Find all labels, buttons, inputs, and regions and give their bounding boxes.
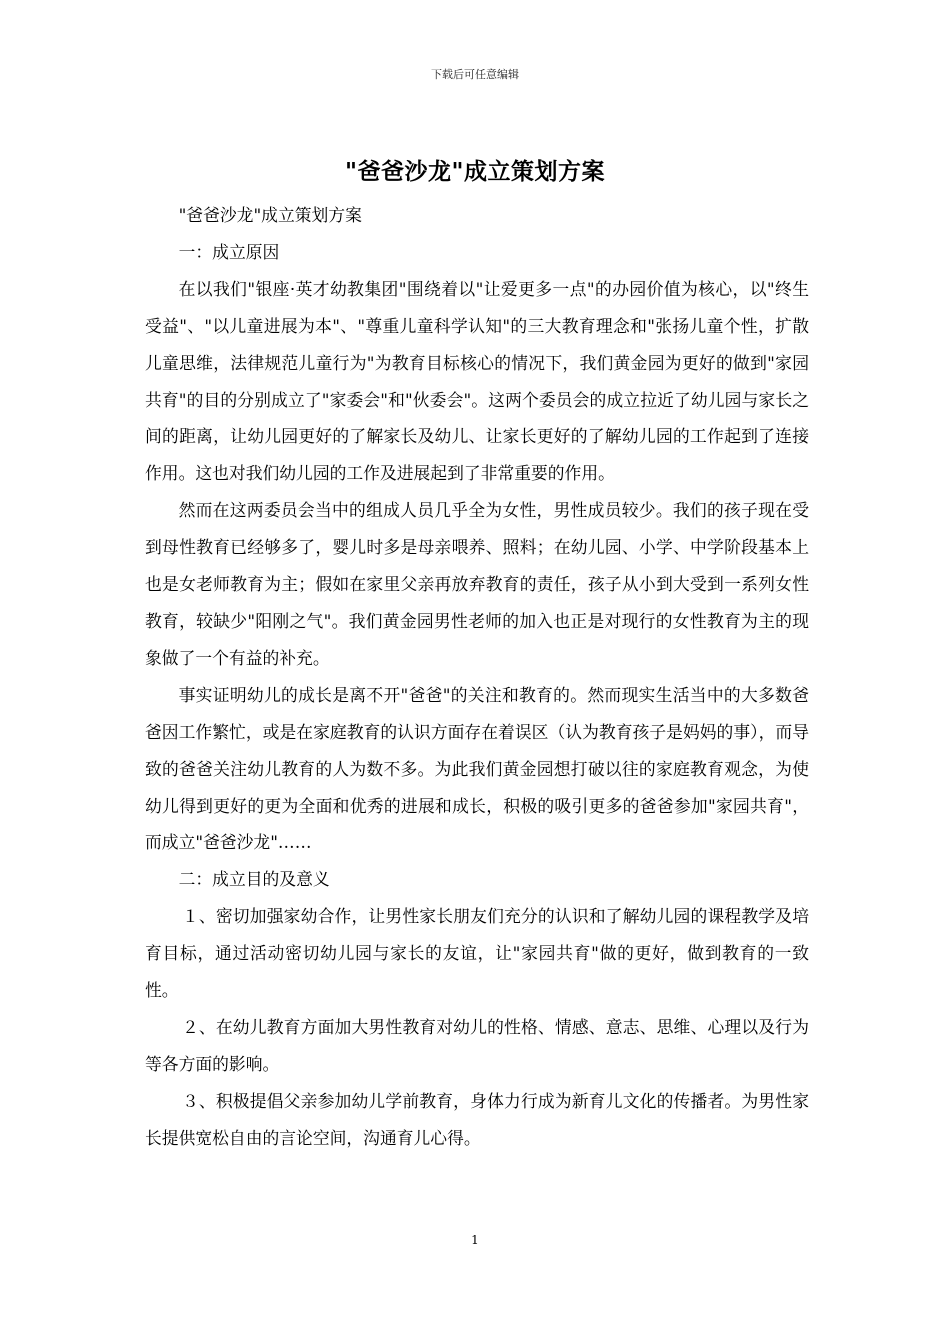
- section-heading-2: 二：成立目的及意义: [178, 869, 330, 890]
- list-item-2: ２、在幼儿教育方面加大男性教育对幼儿的性格、情感、意志、思维、心理以及行为等各方面的影响。: [145, 1016, 809, 1074]
- list-item-1: １、密切加强家幼合作，让男性家长朋友们充分的认识和了解幼儿园的课程教学及培育目标，通过活动密切幼儿园与家长的友谊，让"家园共育"做的更好，做到教育的一致性。: [145, 906, 809, 1001]
- document-title: "爸爸沙龙"成立策划方案: [345, 158, 605, 185]
- subtitle-line: "爸爸沙龙"成立策划方案: [178, 205, 362, 225]
- section-heading-1: 一：成立原因: [178, 241, 280, 262]
- header-note: 下载后可任意编辑: [431, 68, 519, 81]
- document-body: [145, 197, 809, 1157]
- paragraph-reason-3: 事实证明幼儿的成长是离不开"爸爸"的关注和教育的。然而现实生活当中的大多数爸爸因工作繁忙，或是在家庭教育的认识方面存在着误区（认为教育孩子是妈妈的事），而导致的爸爸关注幼儿教育的人为数不多。为此我们黄金园想打破以往的家庭教育观念，为使幼儿得到更好的更为全面和优秀的进展和成长，积极的吸引更多的爸爸参加"家园共育"，而成立"爸爸沙龙"……: [145, 684, 809, 853]
- list-item-3: ３、积极提倡父亲参加幼儿学前教育，身体力行成为新育儿文化的传播者。为男性家长提供宽松自由的言论空间，沟通育儿心得。: [145, 1090, 809, 1148]
- paragraph-reason-1: 在以我们"银座·英才幼教集团"围绕着以"让爱更多一点"的办园价值为核心，以"终生受益"、"以儿童进展为本"、"尊重儿童科学认知"的三大教育理念和"张扬儿童个性，扩散儿童思维，法律规范儿童行为"为教育目标核心的情况下，我们黄金园为更好的做到"家园共育"的目的分别成立了"家委会"和"伙委会"。这两个委员会的成立拉近了幼儿园与家长之间的距离，让幼儿园更好的了解家长及幼儿、让家长更好的了解幼儿园的工作起到了连接作用。这也对我们幼儿园的工作及进展起到了非常重要的作用。: [145, 278, 809, 484]
- paragraph-reason-2: 然而在这两委员会当中的组成人员几乎全为女性，男性成员较少。我们的孩子现在受到母性教育已经够多了，婴儿时多是母亲喂养、照料；在幼儿园、小学、中学阶段基本上也是女老师教育为主；假如在家里父亲再放弃教育的责任，孩子从小到大受到一系列女性教育，较缺少"阳刚之气"。我们黄金园男性老师的加入也正是对现行的女性教育为主的现象做了一个有益的补充。: [145, 500, 809, 668]
- page-number: 1: [471, 1233, 479, 1247]
